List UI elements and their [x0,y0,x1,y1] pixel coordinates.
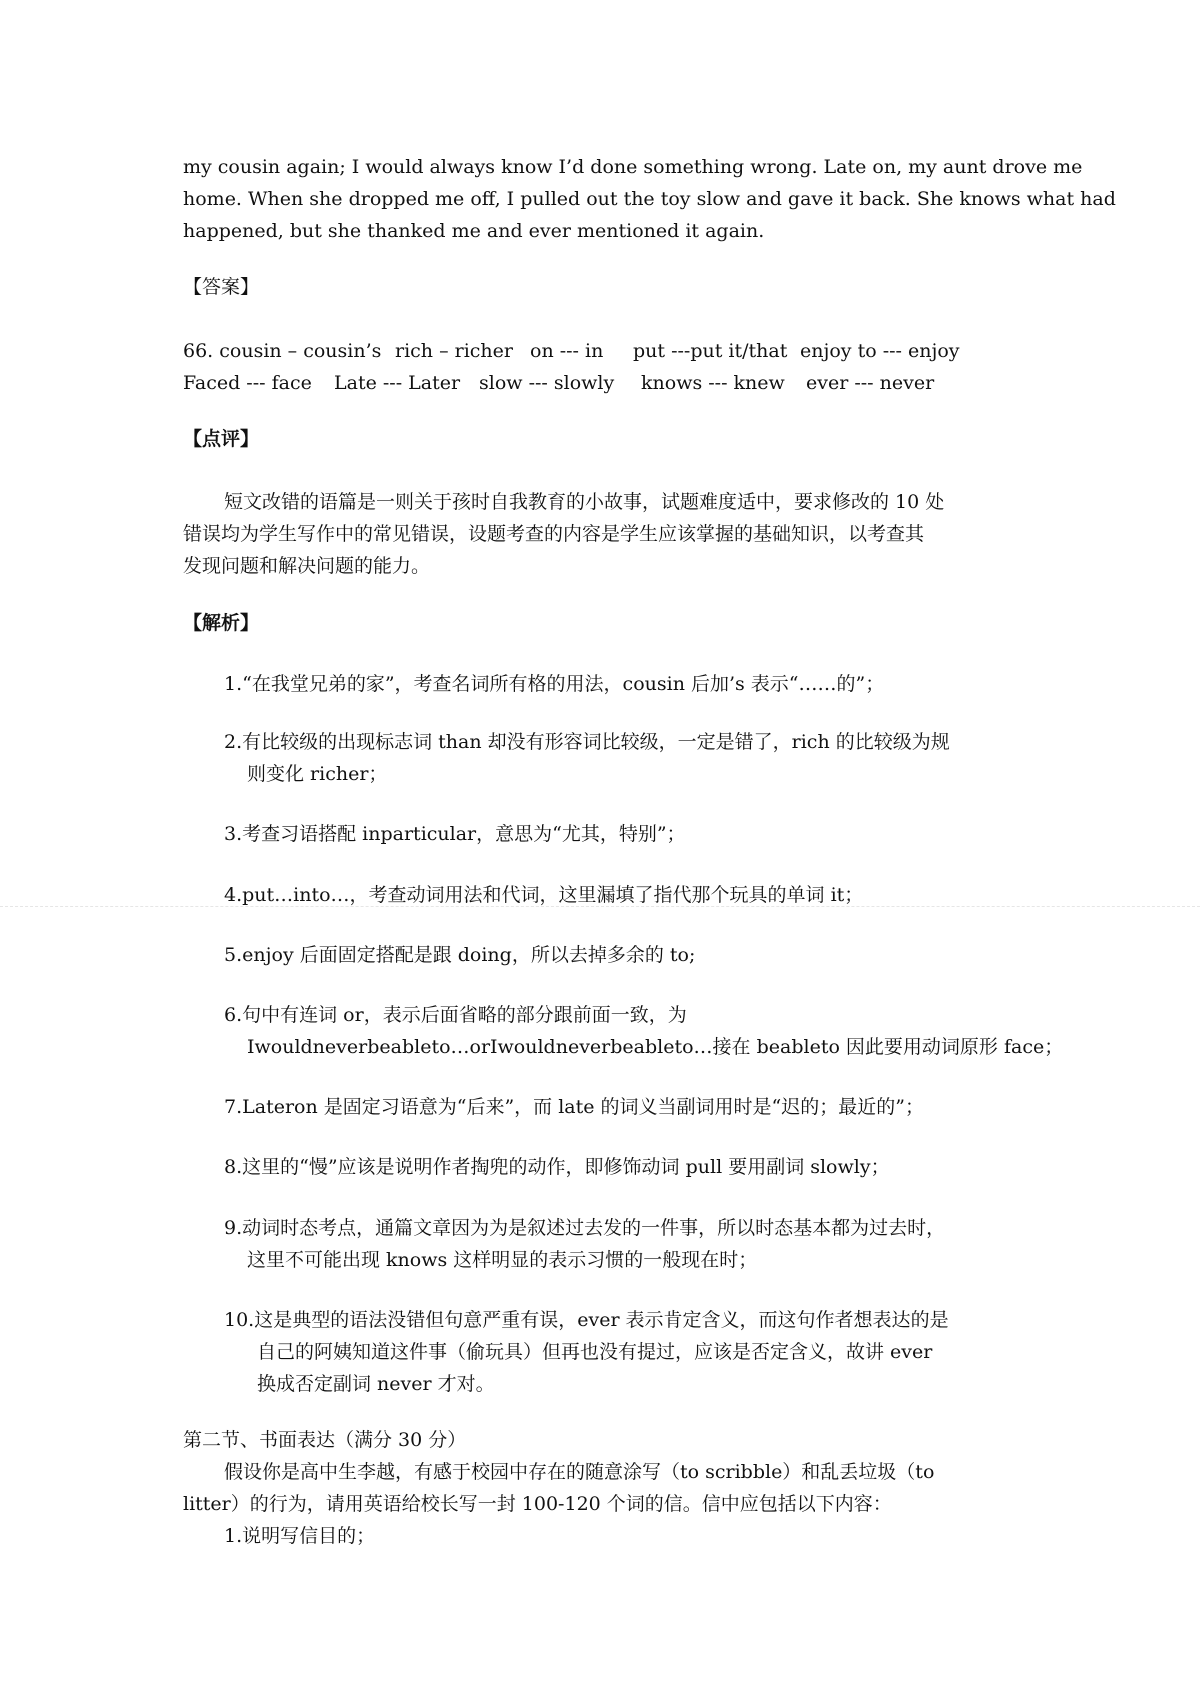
answer-item: Late --- Later [334,372,461,394]
answer-item: enjoy to --- enjoy [800,340,960,362]
analysis-item-10-cont: 自己的阿姨知道这件事（偷玩具）但再也没有提过，应该是否定含义，故讲 ever [257,1341,933,1363]
answer-item: on --- in [530,340,604,362]
comment-line: 短文改错的语篇是一则关于孩时自我教育的小故事，试题难度适中，要求修改的 10 处 [224,491,945,513]
answer-item: knows --- knew [641,372,785,394]
analysis-item-9-cont: 这里不可能出现 knows 这样明显的表示习惯的一般现在时； [247,1249,758,1271]
analysis-heading: 【解析】 [183,612,260,634]
writing-line: 1.说明写信目的； [224,1525,376,1547]
passage-line: home. When she dropped me off, I pulled out the toy slow and gave it back. She knows what had [183,188,1116,210]
analysis-item-6-cont: Iwouldneverbeableto…orIwouldneverbeableto…接在 beableto 因此要用动词原形 face； [247,1036,1064,1058]
comment-line: 发现问题和解决问题的能力。 [183,555,431,577]
analysis-item-7: 7.Lateron 是固定习语意为“后来”，而 late 的词义当副词用时是“迟的；最近的”； [224,1096,924,1118]
comment-line: 错误均为学生写作中的常见错误，设题考查的内容是学生应该掌握的基础知识，以考查其 [183,523,925,545]
analysis-item-1: 1.“在我堂兄弟的家”，考查名词所有格的用法，cousin 后加’s 表示“……的”； [224,673,885,695]
comment-heading: 【点评】 [183,428,260,450]
answer-item: rich – richer [395,340,513,362]
analysis-item-8: 8.这里的“慢”应该是说明作者掏兜的动作，即修饰动词 pull 要用副词 slowly； [224,1156,890,1178]
writing-line: litter）的行为，请用英语给校长写一封 100-120 个词的信。信中应包括以下内容： [183,1493,892,1515]
analysis-item-6: 6.句中有连词 or，表示后面省略的部分跟前面一致，为 [224,1004,687,1026]
passage-line: happened, but she thanked me and ever mentioned it again. [183,220,765,242]
writing-heading: 第二节、书面表达（满分 30 分） [183,1429,467,1451]
writing-line: 假设你是高中生李越，有感于校园中存在的随意涂写（to scribble）和乱丢垃圾（to [224,1461,935,1483]
analysis-item-3: 3.考查习语搭配 inparticular，意思为“尤其，特别”； [224,823,686,845]
answer-item: slow --- slowly [479,372,615,394]
answer-item: Faced --- face [183,372,312,394]
analysis-item-5: 5.enjoy 后面固定搭配是跟 doing，所以去掉多余的 to; [224,944,696,966]
passage-line: my cousin again; I would always know I’d done something wrong. Late on, my aunt drove me [183,156,1083,178]
analysis-item-10-cont: 换成否定副词 never 才对。 [257,1373,495,1395]
analysis-item-2: 2.有比较级的出现标志词 than 却没有形容词比较级，一定是错了，rich 的比较级为规 [224,731,950,753]
analysis-item-4: 4.put…into…，考查动词用法和代词，这里漏填了指代那个玩具的单词 it； [224,884,864,906]
answer-item: 66. cousin – cousin’s [183,340,382,362]
analysis-item-2-cont: 则变化 richer； [247,763,388,785]
answer-heading: 【答案】 [183,276,260,298]
analysis-item-10: 10.这是典型的语法没错但句意严重有误，ever 表示肯定含义，而这句作者想表达的是 [224,1309,949,1331]
answer-item: ever --- never [806,372,935,394]
analysis-item-9: 9.动词时态考点，通篇文章因为为是叙述过去发的一件事，所以时态基本都为过去时， [224,1217,946,1239]
answer-item: put ---put it/that [633,340,788,362]
